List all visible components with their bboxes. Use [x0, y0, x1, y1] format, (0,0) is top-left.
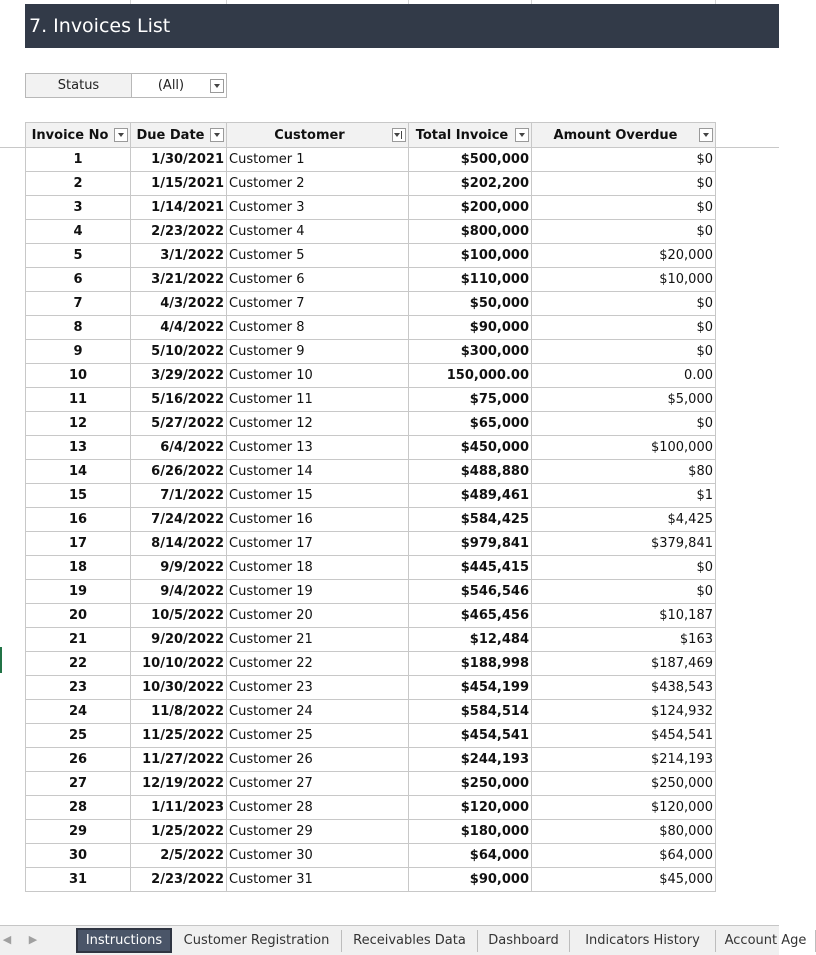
total-invoice-cell[interactable]: $244,193	[409, 748, 532, 772]
total-invoice-cell[interactable]: $188,998	[409, 652, 532, 676]
invoice-no-cell[interactable]: 26	[26, 748, 131, 772]
customer-cell[interactable]: Customer 17	[227, 532, 409, 556]
total-invoice-cell[interactable]: $100,000	[409, 244, 532, 268]
customer-cell[interactable]: Customer 5	[227, 244, 409, 268]
table-row	[26, 556, 716, 580]
total-invoice-cell[interactable]: $110,000	[409, 268, 532, 292]
due-date-cell[interactable]: 10/30/2022	[131, 676, 227, 700]
customer-cell[interactable]: Customer 10	[227, 364, 409, 388]
sheet-tab[interactable]: Dashboard	[478, 930, 570, 952]
tab-scroll-left-icon[interactable]: ◀	[2, 933, 12, 946]
total-invoice-cell[interactable]: $90,000	[409, 316, 532, 340]
amount-overdue-cell[interactable]: $0	[532, 196, 716, 220]
sheet-tab[interactable]: Account Age	[716, 930, 816, 952]
dropdown-arrow-icon[interactable]	[114, 128, 128, 142]
customer-cell[interactable]: Customer 6	[227, 268, 409, 292]
invoice-no-cell[interactable]: 13	[26, 436, 131, 460]
invoices-table-body	[26, 148, 716, 892]
table-row	[26, 172, 716, 196]
customer-cell[interactable]: Customer 18	[227, 556, 409, 580]
tab-scroll-right-icon[interactable]: ▶	[28, 933, 38, 946]
amount-overdue-cell[interactable]: $250,000	[532, 772, 716, 796]
due-date-cell[interactable]: 11/8/2022	[131, 700, 227, 724]
amount-overdue-cell[interactable]: $0	[532, 292, 716, 316]
total-invoice-cell[interactable]: $450,000	[409, 436, 532, 460]
customer-cell[interactable]: Customer 7	[227, 292, 409, 316]
invoice-no-cell[interactable]: 10	[26, 364, 131, 388]
total-invoice-cell[interactable]: $300,000	[409, 340, 532, 364]
table-row	[26, 868, 716, 892]
amount-overdue-cell[interactable]: $187,469	[532, 652, 716, 676]
due-date-cell[interactable]: 3/21/2022	[131, 268, 227, 292]
total-invoice-cell[interactable]: $200,000	[409, 196, 532, 220]
due-date-cell[interactable]: 10/10/2022	[131, 652, 227, 676]
invoice-no-cell[interactable]: 27	[26, 772, 131, 796]
status-filter[interactable]	[25, 73, 227, 98]
due-date-cell[interactable]: 7/1/2022	[131, 484, 227, 508]
table-row	[26, 772, 716, 796]
amount-overdue-cell[interactable]: 0.00	[532, 364, 716, 388]
due-date-cell[interactable]: 9/9/2022	[131, 556, 227, 580]
table-row	[26, 220, 716, 244]
total-invoice-cell[interactable]: $489,461	[409, 484, 532, 508]
amount-overdue-cell[interactable]: $163	[532, 628, 716, 652]
column-header-total-invoice[interactable]	[409, 123, 532, 148]
table-row	[26, 460, 716, 484]
invoice-no-cell[interactable]: 23	[26, 676, 131, 700]
total-invoice-cell[interactable]: 150,000.00	[409, 364, 532, 388]
total-invoice-cell[interactable]: $250,000	[409, 772, 532, 796]
invoice-no-cell[interactable]: 16	[26, 508, 131, 532]
column-header-label: Customer	[274, 127, 345, 143]
invoice-no-cell[interactable]: 6	[26, 268, 131, 292]
invoice-no-cell[interactable]: 3	[26, 196, 131, 220]
due-date-cell[interactable]: 4/3/2022	[131, 292, 227, 316]
invoice-no-cell[interactable]: 30	[26, 844, 131, 868]
amount-overdue-cell[interactable]: $0	[532, 556, 716, 580]
dropdown-arrow-icon[interactable]	[210, 79, 224, 93]
total-invoice-cell[interactable]: $584,514	[409, 700, 532, 724]
due-date-cell[interactable]: 5/27/2022	[131, 412, 227, 436]
customer-cell[interactable]: Customer 30	[227, 844, 409, 868]
total-invoice-cell[interactable]: $75,000	[409, 388, 532, 412]
total-invoice-cell[interactable]: $90,000	[409, 868, 532, 892]
customer-cell[interactable]: Customer 8	[227, 316, 409, 340]
due-date-cell[interactable]: 3/1/2022	[131, 244, 227, 268]
table-row	[26, 676, 716, 700]
total-invoice-cell[interactable]: $584,425	[409, 508, 532, 532]
amount-overdue-cell[interactable]: $10,187	[532, 604, 716, 628]
invoice-no-cell[interactable]: 2	[26, 172, 131, 196]
status-filter-value[interactable]: (All)	[157, 78, 185, 93]
table-row	[26, 148, 716, 172]
sort-filter-icon[interactable]	[392, 128, 406, 142]
due-date-cell[interactable]: 1/30/2021	[131, 148, 227, 172]
customer-cell[interactable]: Customer 13	[227, 436, 409, 460]
table-row	[26, 196, 716, 220]
total-invoice-cell[interactable]: $465,456	[409, 604, 532, 628]
due-date-cell[interactable]: 2/23/2022	[131, 220, 227, 244]
sheet-tab[interactable]: Indicators History	[570, 930, 716, 952]
amount-overdue-cell[interactable]: $5,000	[532, 388, 716, 412]
customer-cell[interactable]: Customer 11	[227, 388, 409, 412]
sheet-title: 7. Invoices List	[25, 4, 779, 48]
amount-overdue-cell[interactable]: $120,000	[532, 796, 716, 820]
column-header-label: Amount Overdue	[553, 127, 678, 143]
due-date-cell[interactable]: 6/26/2022	[131, 460, 227, 484]
customer-cell[interactable]: Customer 2	[227, 172, 409, 196]
dropdown-arrow-icon[interactable]	[699, 128, 713, 142]
due-date-cell[interactable]: 5/10/2022	[131, 340, 227, 364]
amount-overdue-cell[interactable]: $0	[532, 340, 716, 364]
invoice-no-cell[interactable]: 4	[26, 220, 131, 244]
invoice-no-cell[interactable]: 15	[26, 484, 131, 508]
due-date-cell[interactable]: 5/16/2022	[131, 388, 227, 412]
amount-overdue-cell[interactable]: $214,193	[532, 748, 716, 772]
customer-cell[interactable]: Customer 23	[227, 676, 409, 700]
row-selection-indicator	[0, 647, 2, 673]
status-filter-label: Status	[26, 74, 132, 97]
invoice-no-cell[interactable]: 19	[26, 580, 131, 604]
invoice-no-cell[interactable]: 31	[26, 868, 131, 892]
invoice-no-cell[interactable]: 5	[26, 244, 131, 268]
invoice-no-cell[interactable]: 28	[26, 796, 131, 820]
amount-overdue-cell[interactable]: $0	[532, 580, 716, 604]
customer-cell[interactable]: Customer 22	[227, 652, 409, 676]
amount-overdue-cell[interactable]: $64,000	[532, 844, 716, 868]
invoice-no-cell[interactable]: 8	[26, 316, 131, 340]
due-date-cell[interactable]: 6/4/2022	[131, 436, 227, 460]
customer-cell[interactable]: Customer 4	[227, 220, 409, 244]
column-header-customer[interactable]	[227, 123, 409, 148]
table-row	[26, 532, 716, 556]
table-row	[26, 820, 716, 844]
column-header-label: Total Invoice	[415, 127, 509, 143]
total-invoice-cell[interactable]: $65,000	[409, 412, 532, 436]
amount-overdue-cell[interactable]: $124,932	[532, 700, 716, 724]
amount-overdue-cell[interactable]: $379,841	[532, 532, 716, 556]
table-header-row	[26, 123, 716, 148]
amount-overdue-cell[interactable]: $0	[532, 172, 716, 196]
due-date-cell[interactable]: 1/14/2021	[131, 196, 227, 220]
customer-cell[interactable]: Customer 1	[227, 148, 409, 172]
total-invoice-cell[interactable]: $180,000	[409, 820, 532, 844]
dropdown-arrow-icon[interactable]	[210, 128, 224, 142]
customer-cell[interactable]: Customer 24	[227, 700, 409, 724]
table-row	[26, 652, 716, 676]
due-date-cell[interactable]: 1/11/2023	[131, 796, 227, 820]
total-invoice-cell[interactable]: $800,000	[409, 220, 532, 244]
invoice-no-cell[interactable]: 21	[26, 628, 131, 652]
customer-cell[interactable]: Customer 12	[227, 412, 409, 436]
total-invoice-cell[interactable]: $488,880	[409, 460, 532, 484]
table-row	[26, 412, 716, 436]
due-date-cell[interactable]: 7/24/2022	[131, 508, 227, 532]
sheet-tab[interactable]: Customer Registration	[172, 930, 342, 952]
invoice-no-cell[interactable]: 17	[26, 532, 131, 556]
amount-overdue-cell[interactable]: $1	[532, 484, 716, 508]
table-row	[26, 364, 716, 388]
amount-overdue-cell[interactable]: $0	[532, 220, 716, 244]
total-invoice-cell[interactable]: $546,546	[409, 580, 532, 604]
due-date-cell[interactable]: 12/19/2022	[131, 772, 227, 796]
due-date-cell[interactable]: 10/5/2022	[131, 604, 227, 628]
table-row	[26, 508, 716, 532]
total-invoice-cell[interactable]: $12,484	[409, 628, 532, 652]
table-row	[26, 748, 716, 772]
total-invoice-cell[interactable]: $120,000	[409, 796, 532, 820]
invoice-no-cell[interactable]: 11	[26, 388, 131, 412]
invoice-no-cell[interactable]: 14	[26, 460, 131, 484]
total-invoice-cell[interactable]: $64,000	[409, 844, 532, 868]
customer-cell[interactable]: Customer 20	[227, 604, 409, 628]
total-invoice-cell[interactable]: $979,841	[409, 532, 532, 556]
customer-cell[interactable]: Customer 29	[227, 820, 409, 844]
invoice-no-cell[interactable]: 24	[26, 700, 131, 724]
column-header-invoice-no[interactable]	[26, 123, 131, 148]
invoice-no-cell[interactable]: 29	[26, 820, 131, 844]
customer-cell[interactable]: Customer 27	[227, 772, 409, 796]
sheet-tab[interactable]: Instructions	[76, 928, 172, 953]
invoices-table	[25, 122, 716, 892]
due-date-cell[interactable]: 9/4/2022	[131, 580, 227, 604]
table-row	[26, 604, 716, 628]
table-row	[26, 316, 716, 340]
table-row	[26, 484, 716, 508]
sheet-tab-bar	[0, 925, 807, 955]
table-row	[26, 796, 716, 820]
customer-cell[interactable]: Customer 9	[227, 340, 409, 364]
amount-overdue-cell[interactable]: $4,425	[532, 508, 716, 532]
column-header-due-date[interactable]	[131, 123, 227, 148]
table-row	[26, 580, 716, 604]
table-row	[26, 628, 716, 652]
amount-overdue-cell[interactable]: $80	[532, 460, 716, 484]
due-date-cell[interactable]: 1/15/2021	[131, 172, 227, 196]
table-row	[26, 436, 716, 460]
table-row	[26, 724, 716, 748]
invoice-no-cell[interactable]: 20	[26, 604, 131, 628]
due-date-cell[interactable]: 1/25/2022	[131, 820, 227, 844]
invoice-no-cell[interactable]: 22	[26, 652, 131, 676]
due-date-cell[interactable]: 11/25/2022	[131, 724, 227, 748]
amount-overdue-cell[interactable]: $0	[532, 412, 716, 436]
total-invoice-cell[interactable]: $454,199	[409, 676, 532, 700]
invoice-no-cell[interactable]: 25	[26, 724, 131, 748]
total-invoice-cell[interactable]: $50,000	[409, 292, 532, 316]
invoice-no-cell[interactable]: 7	[26, 292, 131, 316]
customer-cell[interactable]: Customer 14	[227, 460, 409, 484]
amount-overdue-cell[interactable]: $10,000	[532, 268, 716, 292]
amount-overdue-cell[interactable]: $0	[532, 148, 716, 172]
invoice-no-cell[interactable]: 9	[26, 340, 131, 364]
customer-cell[interactable]: Customer 25	[227, 724, 409, 748]
table-row	[26, 844, 716, 868]
column-header-label: Due Date	[136, 127, 205, 143]
total-invoice-cell[interactable]: $202,200	[409, 172, 532, 196]
due-date-cell[interactable]: 3/29/2022	[131, 364, 227, 388]
invoice-no-cell[interactable]: 12	[26, 412, 131, 436]
customer-cell[interactable]: Customer 21	[227, 628, 409, 652]
table-row	[26, 340, 716, 364]
amount-overdue-cell[interactable]: $20,000	[532, 244, 716, 268]
table-row	[26, 388, 716, 412]
column-header-amount-overdue[interactable]	[532, 123, 716, 148]
amount-overdue-cell[interactable]: $100,000	[532, 436, 716, 460]
due-date-cell[interactable]: 2/23/2022	[131, 868, 227, 892]
amount-overdue-cell[interactable]: $0	[532, 316, 716, 340]
invoice-no-cell[interactable]: 18	[26, 556, 131, 580]
due-date-cell[interactable]: 11/27/2022	[131, 748, 227, 772]
table-row	[26, 244, 716, 268]
total-invoice-cell[interactable]: $445,415	[409, 556, 532, 580]
due-date-cell[interactable]: 4/4/2022	[131, 316, 227, 340]
table-row	[26, 268, 716, 292]
table-row	[26, 700, 716, 724]
customer-cell[interactable]: Customer 19	[227, 580, 409, 604]
customer-cell[interactable]: Customer 16	[227, 508, 409, 532]
due-date-cell[interactable]: 8/14/2022	[131, 532, 227, 556]
customer-cell[interactable]: Customer 26	[227, 748, 409, 772]
customer-cell[interactable]: Customer 3	[227, 196, 409, 220]
amount-overdue-cell[interactable]: $45,000	[532, 868, 716, 892]
total-invoice-cell[interactable]: $500,000	[409, 148, 532, 172]
customer-cell[interactable]: Customer 31	[227, 868, 409, 892]
amount-overdue-cell[interactable]: $454,541	[532, 724, 716, 748]
amount-overdue-cell[interactable]: $80,000	[532, 820, 716, 844]
total-invoice-cell[interactable]: $454,541	[409, 724, 532, 748]
customer-cell[interactable]: Customer 15	[227, 484, 409, 508]
customer-cell[interactable]: Customer 28	[227, 796, 409, 820]
amount-overdue-cell[interactable]: $438,543	[532, 676, 716, 700]
dropdown-arrow-icon[interactable]	[515, 128, 529, 142]
column-header-label: Invoice No	[31, 127, 109, 143]
table-row	[26, 292, 716, 316]
due-date-cell[interactable]: 2/5/2022	[131, 844, 227, 868]
sheet-tab[interactable]: Receivables Data	[342, 930, 478, 952]
invoice-no-cell[interactable]: 1	[26, 148, 131, 172]
due-date-cell[interactable]: 9/20/2022	[131, 628, 227, 652]
